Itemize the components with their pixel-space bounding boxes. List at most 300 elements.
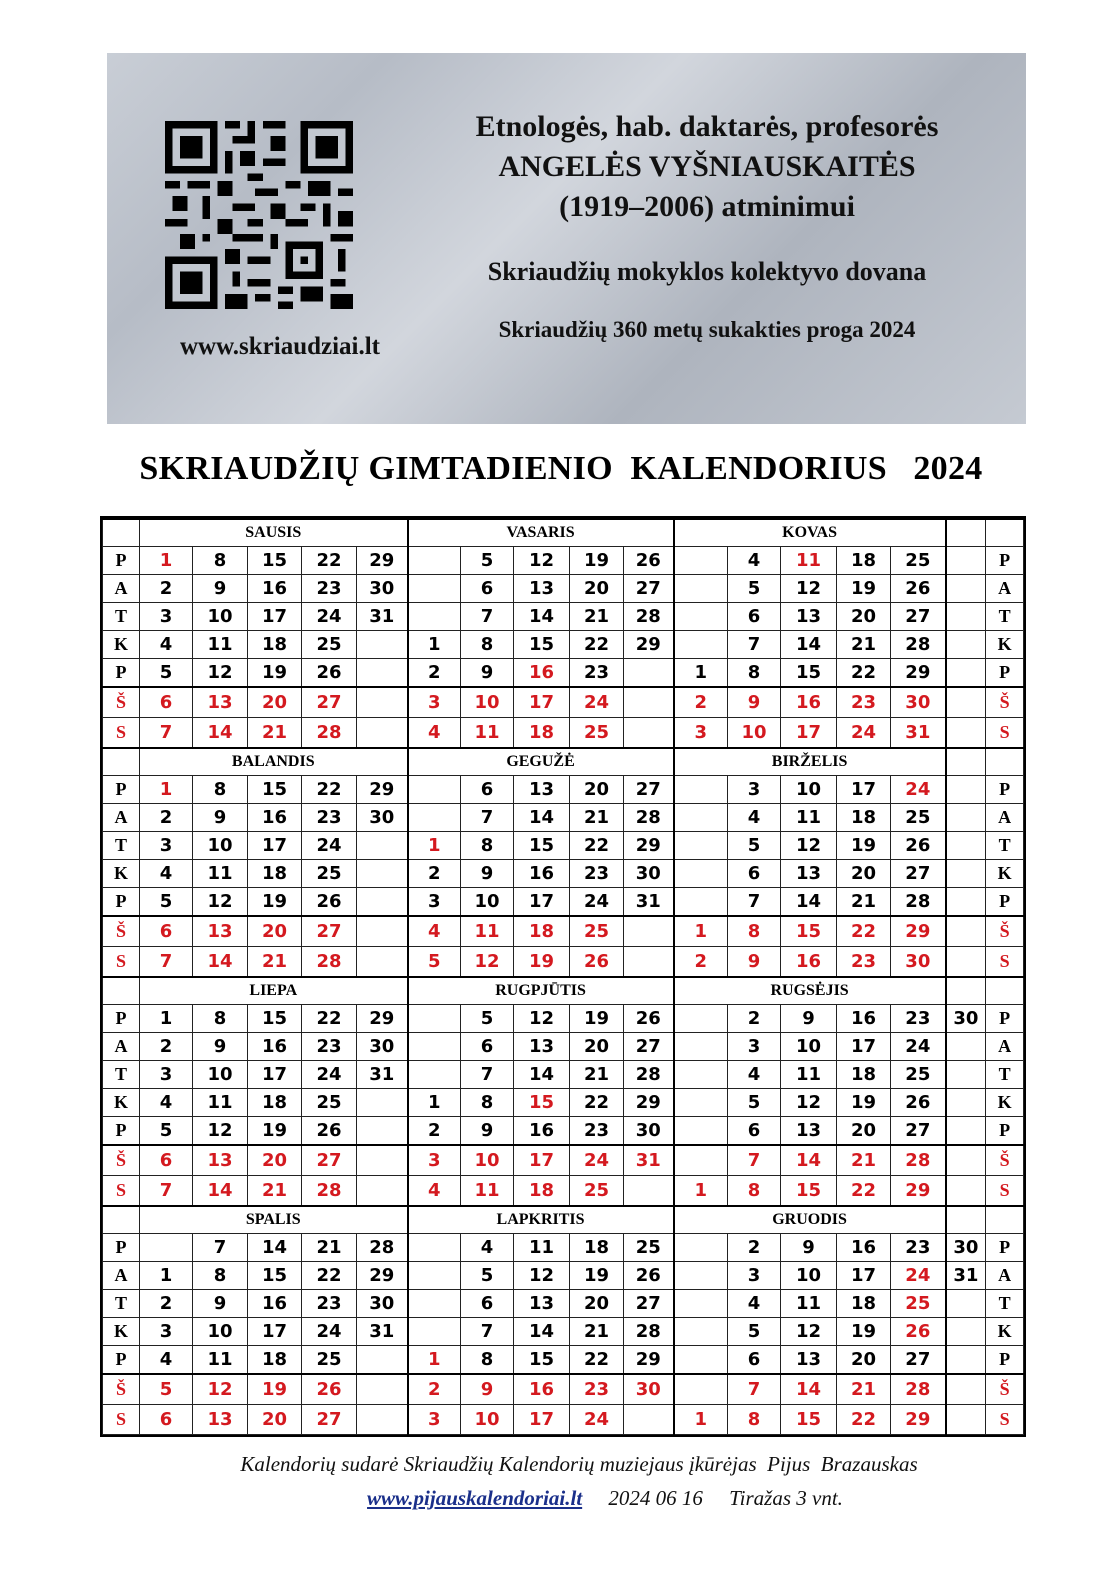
day-cell: 16 [248, 804, 302, 832]
day-cell: 8 [193, 1005, 248, 1033]
day-cell: 8 [461, 631, 514, 659]
day-cell: 8 [728, 1405, 781, 1435]
day-cell: 8 [461, 1089, 514, 1117]
day-cell: 3 [140, 603, 193, 631]
day-cell: 30 [891, 947, 946, 978]
day-cell [357, 1176, 408, 1207]
month-name: SPALIS [140, 1206, 408, 1234]
day-cell: 25 [302, 1346, 357, 1375]
day-cell [408, 547, 461, 575]
day-cell: 23 [570, 1374, 624, 1405]
plate-line-4: Skriaudžių mokyklos kolektyvo dovana [487, 257, 927, 286]
corner-cell [103, 977, 140, 1005]
day-cell: 25 [302, 1089, 357, 1117]
day-cell [674, 1061, 728, 1089]
weekday-letter: S [986, 1176, 1024, 1207]
day-cell: 28 [302, 947, 357, 978]
weekday-row [103, 860, 1024, 888]
day-cell: 16 [514, 1117, 570, 1146]
website-link[interactable]: www.pijauskalendoriai.lt [367, 1486, 583, 1510]
day-cell: 23 [891, 1005, 946, 1033]
day-cell: 30 [357, 575, 408, 603]
day-cell: 4 [728, 804, 781, 832]
day-cell: 26 [891, 1318, 946, 1346]
day-cell: 19 [248, 1374, 302, 1405]
day-cell: 7 [461, 603, 514, 631]
day-cell [674, 1234, 728, 1262]
day-cell: 25 [891, 1290, 946, 1318]
day-cell: 7 [728, 1374, 781, 1405]
day-cell: 11 [193, 1089, 248, 1117]
day-cell [674, 860, 728, 888]
day-cell: 14 [248, 1234, 302, 1262]
day-cell [946, 1089, 986, 1117]
day-cell: 17 [837, 776, 891, 804]
weekday-row [103, 1405, 1024, 1435]
day-cell: 14 [514, 804, 570, 832]
day-cell [408, 1005, 461, 1033]
day-cell [946, 631, 986, 659]
day-cell: 11 [781, 547, 837, 575]
day-cell: 8 [193, 547, 248, 575]
day-cell: 30 [357, 804, 408, 832]
weekday-letter: P [986, 776, 1024, 804]
weekday-row [103, 687, 1024, 718]
day-cell: 27 [302, 1405, 357, 1435]
day-cell: 29 [357, 1005, 408, 1033]
day-cell: 13 [193, 1405, 248, 1435]
day-cell: 6 [728, 1346, 781, 1375]
day-cell: 7 [193, 1234, 248, 1262]
day-cell: 15 [514, 1089, 570, 1117]
day-cell: 23 [302, 575, 357, 603]
month-name: KOVAS [674, 519, 946, 547]
day-cell [946, 1061, 986, 1089]
day-cell: 20 [248, 1145, 302, 1176]
corner-cell [986, 519, 1024, 547]
day-cell: 24 [570, 1405, 624, 1435]
weekday-letter: S [103, 1405, 140, 1435]
day-cell: 21 [248, 947, 302, 978]
day-cell [674, 631, 728, 659]
day-cell: 11 [193, 1346, 248, 1375]
day-cell: 9 [193, 1290, 248, 1318]
day-cell: 7 [461, 804, 514, 832]
day-cell: 18 [248, 1346, 302, 1375]
day-cell: 10 [193, 1318, 248, 1346]
weekday-row [103, 659, 1024, 688]
day-cell: 4 [408, 718, 461, 749]
weekday-letter: Š [103, 1145, 140, 1176]
day-cell: 3 [408, 687, 461, 718]
day-cell: 12 [193, 659, 248, 688]
day-cell: 13 [193, 916, 248, 947]
day-cell: 8 [728, 1176, 781, 1207]
day-cell: 17 [514, 1405, 570, 1435]
day-cell: 2 [408, 1374, 461, 1405]
day-cell: 9 [461, 1374, 514, 1405]
day-cell: 15 [781, 659, 837, 688]
day-cell: 11 [781, 804, 837, 832]
day-cell [357, 1089, 408, 1117]
day-cell: 6 [461, 776, 514, 804]
day-cell: 26 [891, 832, 946, 860]
weekday-row [103, 1033, 1024, 1061]
day-cell: 5 [408, 947, 461, 978]
day-cell: 3 [408, 888, 461, 917]
day-cell: 18 [837, 1061, 891, 1089]
day-cell: 20 [248, 687, 302, 718]
weekday-letter: P [986, 1234, 1024, 1262]
day-cell [946, 659, 986, 688]
day-cell: 20 [248, 916, 302, 947]
day-cell: 5 [728, 832, 781, 860]
day-cell [357, 1145, 408, 1176]
day-cell: 5 [140, 659, 193, 688]
day-cell: 28 [891, 888, 946, 917]
day-cell: 6 [461, 575, 514, 603]
weekday-letter: P [103, 1117, 140, 1146]
day-cell: 24 [570, 1145, 624, 1176]
weekday-letter: A [103, 1033, 140, 1061]
day-cell: 10 [461, 1145, 514, 1176]
page-title: SKRIAUDŽIŲ GIMTADIENIO KALENDORIUS 2024 [139, 450, 983, 487]
day-cell [624, 718, 674, 749]
day-cell: 10 [781, 776, 837, 804]
plate-line-5: Skriaudžių 360 metų sukakties proga 2024 [498, 317, 916, 342]
day-cell: 2 [140, 804, 193, 832]
day-cell: 22 [570, 1089, 624, 1117]
weekday-letter: A [103, 804, 140, 832]
day-cell: 7 [728, 631, 781, 659]
day-cell: 9 [461, 860, 514, 888]
weekday-letter: A [986, 804, 1024, 832]
day-cell: 14 [781, 631, 837, 659]
day-cell: 31 [357, 603, 408, 631]
weekday-letter: P [103, 888, 140, 917]
day-cell: 13 [781, 1346, 837, 1375]
weekday-row [103, 1374, 1024, 1405]
day-cell: 20 [837, 603, 891, 631]
day-cell: 20 [570, 575, 624, 603]
day-cell: 18 [248, 1089, 302, 1117]
day-cell: 29 [357, 547, 408, 575]
weekday-letter: A [986, 1262, 1024, 1290]
day-cell: 23 [570, 1117, 624, 1146]
day-cell: 31 [624, 1145, 674, 1176]
day-cell: 14 [514, 603, 570, 631]
corner-cell [103, 1206, 140, 1234]
day-cell: 31 [357, 1061, 408, 1089]
weekday-letter: K [986, 1318, 1024, 1346]
day-cell: 27 [302, 916, 357, 947]
weekday-row [103, 603, 1024, 631]
day-cell: 30 [624, 1117, 674, 1146]
calendar-grid [102, 518, 1024, 1435]
day-cell: 2 [728, 1005, 781, 1033]
day-cell: 3 [140, 1061, 193, 1089]
day-cell: 26 [570, 947, 624, 978]
day-cell: 15 [248, 547, 302, 575]
day-cell: 26 [891, 575, 946, 603]
day-cell: 3 [728, 776, 781, 804]
day-cell: 24 [891, 1262, 946, 1290]
day-cell [357, 916, 408, 947]
day-cell: 11 [193, 631, 248, 659]
day-cell [408, 1262, 461, 1290]
weekday-letter: Š [986, 1145, 1024, 1176]
weekday-row [103, 547, 1024, 575]
day-cell [357, 860, 408, 888]
day-cell [946, 687, 986, 718]
day-cell: 15 [514, 832, 570, 860]
day-cell [674, 1290, 728, 1318]
weekday-letter: Š [986, 916, 1024, 947]
day-cell: 26 [624, 547, 674, 575]
weekday-letter: P [103, 1234, 140, 1262]
day-cell: 13 [514, 1033, 570, 1061]
day-cell [674, 603, 728, 631]
day-cell: 15 [248, 776, 302, 804]
day-cell: 7 [461, 1318, 514, 1346]
weekday-letter: S [103, 1176, 140, 1207]
day-cell: 17 [248, 1318, 302, 1346]
day-cell: 15 [781, 916, 837, 947]
day-cell: 10 [781, 1262, 837, 1290]
day-cell: 30 [946, 1234, 986, 1262]
day-cell: 4 [728, 547, 781, 575]
day-cell: 18 [248, 860, 302, 888]
day-cell: 27 [302, 1145, 357, 1176]
day-cell: 28 [357, 1234, 408, 1262]
day-cell: 28 [624, 1061, 674, 1089]
day-cell: 6 [728, 1117, 781, 1146]
weekday-letter: S [986, 947, 1024, 978]
weekday-letter: Š [986, 687, 1024, 718]
day-cell: 9 [728, 947, 781, 978]
day-cell: 17 [781, 718, 837, 749]
day-cell: 18 [570, 1234, 624, 1262]
day-cell [946, 575, 986, 603]
day-cell: 1 [140, 1005, 193, 1033]
day-cell: 3 [140, 1318, 193, 1346]
corner-cell [103, 519, 140, 547]
day-cell [357, 888, 408, 917]
day-cell: 18 [248, 631, 302, 659]
weekday-letter: K [986, 1089, 1024, 1117]
day-cell: 6 [140, 916, 193, 947]
weekday-letter: K [986, 860, 1024, 888]
day-cell: 29 [624, 1089, 674, 1117]
day-cell: 26 [624, 1005, 674, 1033]
day-cell: 11 [461, 718, 514, 749]
day-cell: 17 [514, 888, 570, 917]
weekday-letter: P [986, 1117, 1024, 1146]
day-cell: 3 [674, 718, 728, 749]
extra-header-cell [946, 748, 986, 776]
day-cell: 15 [781, 1405, 837, 1435]
day-cell: 1 [674, 659, 728, 688]
issue-date: 2024 06 16 [608, 1486, 703, 1510]
day-cell: 9 [193, 575, 248, 603]
day-cell: 21 [837, 1374, 891, 1405]
day-cell: 1 [674, 1176, 728, 1207]
day-cell: 7 [140, 1176, 193, 1207]
day-cell: 1 [408, 1346, 461, 1375]
weekday-row [103, 575, 1024, 603]
day-cell: 30 [946, 1005, 986, 1033]
corner-cell [986, 748, 1024, 776]
day-cell: 16 [514, 659, 570, 688]
day-cell: 21 [837, 631, 891, 659]
day-cell [357, 687, 408, 718]
day-cell: 1 [408, 832, 461, 860]
day-cell: 16 [837, 1005, 891, 1033]
day-cell: 4 [408, 1176, 461, 1207]
weekday-letter: Š [103, 687, 140, 718]
day-cell: 13 [514, 575, 570, 603]
day-cell: 17 [248, 832, 302, 860]
weekday-letter: A [103, 575, 140, 603]
month-name: RUGSĖJIS [674, 977, 946, 1005]
day-cell: 2 [140, 1290, 193, 1318]
day-cell: 22 [837, 916, 891, 947]
weekday-letter: K [103, 631, 140, 659]
day-cell: 20 [837, 1117, 891, 1146]
day-cell: 12 [781, 832, 837, 860]
day-cell: 2 [408, 1117, 461, 1146]
day-cell [674, 575, 728, 603]
day-cell: 14 [781, 1374, 837, 1405]
corner-cell [986, 1206, 1024, 1234]
day-cell: 12 [514, 1262, 570, 1290]
day-cell: 4 [140, 1346, 193, 1375]
day-cell: 13 [514, 1290, 570, 1318]
month-header-row [103, 519, 1024, 547]
day-cell: 28 [624, 804, 674, 832]
day-cell: 5 [140, 888, 193, 917]
day-cell: 11 [514, 1234, 570, 1262]
day-cell: 12 [193, 888, 248, 917]
day-cell [674, 1089, 728, 1117]
day-cell: 11 [461, 916, 514, 947]
day-cell [357, 718, 408, 749]
day-cell: 28 [302, 718, 357, 749]
day-cell: 10 [461, 888, 514, 917]
day-cell: 6 [461, 1290, 514, 1318]
day-cell: 1 [140, 776, 193, 804]
day-cell: 6 [728, 860, 781, 888]
day-cell: 23 [891, 1234, 946, 1262]
day-cell: 12 [461, 947, 514, 978]
day-cell: 12 [781, 1318, 837, 1346]
day-cell: 7 [728, 1145, 781, 1176]
day-cell: 24 [891, 1033, 946, 1061]
day-cell: 30 [624, 1374, 674, 1405]
day-cell: 5 [728, 1089, 781, 1117]
day-cell: 25 [570, 1176, 624, 1207]
day-cell: 27 [624, 1033, 674, 1061]
day-cell: 17 [837, 1033, 891, 1061]
day-cell: 16 [781, 687, 837, 718]
day-cell: 22 [570, 1346, 624, 1375]
day-cell [674, 776, 728, 804]
month-name: GRUODIS [674, 1206, 946, 1234]
day-cell: 15 [248, 1262, 302, 1290]
day-cell: 31 [624, 888, 674, 917]
day-cell: 1 [408, 1089, 461, 1117]
edition-count: Tiražas 3 vnt. [729, 1486, 843, 1510]
month-header-row [103, 748, 1024, 776]
day-cell: 5 [140, 1374, 193, 1405]
day-cell: 21 [837, 888, 891, 917]
weekday-row [103, 1262, 1024, 1290]
day-cell: 10 [461, 1405, 514, 1435]
day-cell: 2 [140, 575, 193, 603]
day-cell: 17 [837, 1262, 891, 1290]
day-cell: 29 [891, 916, 946, 947]
day-cell [624, 916, 674, 947]
day-cell: 26 [624, 1262, 674, 1290]
day-cell [408, 1290, 461, 1318]
day-cell: 19 [248, 888, 302, 917]
plate-line-1: Etnologės, hab. daktarės, profesorės [475, 110, 939, 143]
day-cell: 21 [837, 1145, 891, 1176]
weekday-letter: T [986, 832, 1024, 860]
weekday-letter: A [103, 1262, 140, 1290]
day-cell [946, 1318, 986, 1346]
day-cell: 20 [837, 860, 891, 888]
plate-line-3: (1919–2006) atminimui [559, 190, 855, 223]
day-cell: 12 [781, 1089, 837, 1117]
day-cell [946, 1145, 986, 1176]
day-cell: 1 [674, 1405, 728, 1435]
day-cell: 15 [514, 631, 570, 659]
day-cell: 28 [302, 1176, 357, 1207]
day-cell: 14 [781, 1145, 837, 1176]
day-cell: 8 [461, 1346, 514, 1375]
weekday-letter: T [103, 603, 140, 631]
month-name: BALANDIS [140, 748, 408, 776]
day-cell: 6 [140, 1145, 193, 1176]
day-cell [946, 916, 986, 947]
day-cell: 6 [140, 687, 193, 718]
day-cell: 29 [624, 1346, 674, 1375]
day-cell: 21 [248, 718, 302, 749]
day-cell [946, 1176, 986, 1207]
day-cell: 12 [193, 1374, 248, 1405]
day-cell: 24 [570, 888, 624, 917]
day-cell: 25 [624, 1234, 674, 1262]
day-cell [946, 860, 986, 888]
day-cell [408, 575, 461, 603]
weekday-letter: S [103, 947, 140, 978]
day-cell: 23 [837, 947, 891, 978]
weekday-row [103, 718, 1024, 749]
day-cell: 25 [891, 547, 946, 575]
day-cell [408, 1061, 461, 1089]
day-cell [408, 1033, 461, 1061]
day-cell: 23 [570, 659, 624, 688]
weekday-row [103, 776, 1024, 804]
day-cell: 18 [514, 718, 570, 749]
weekday-letter: P [103, 1005, 140, 1033]
month-name: GEGUŽĖ [408, 748, 674, 776]
month-name: LIEPA [140, 977, 408, 1005]
weekday-row [103, 1089, 1024, 1117]
day-cell: 27 [624, 575, 674, 603]
day-cell: 14 [781, 888, 837, 917]
